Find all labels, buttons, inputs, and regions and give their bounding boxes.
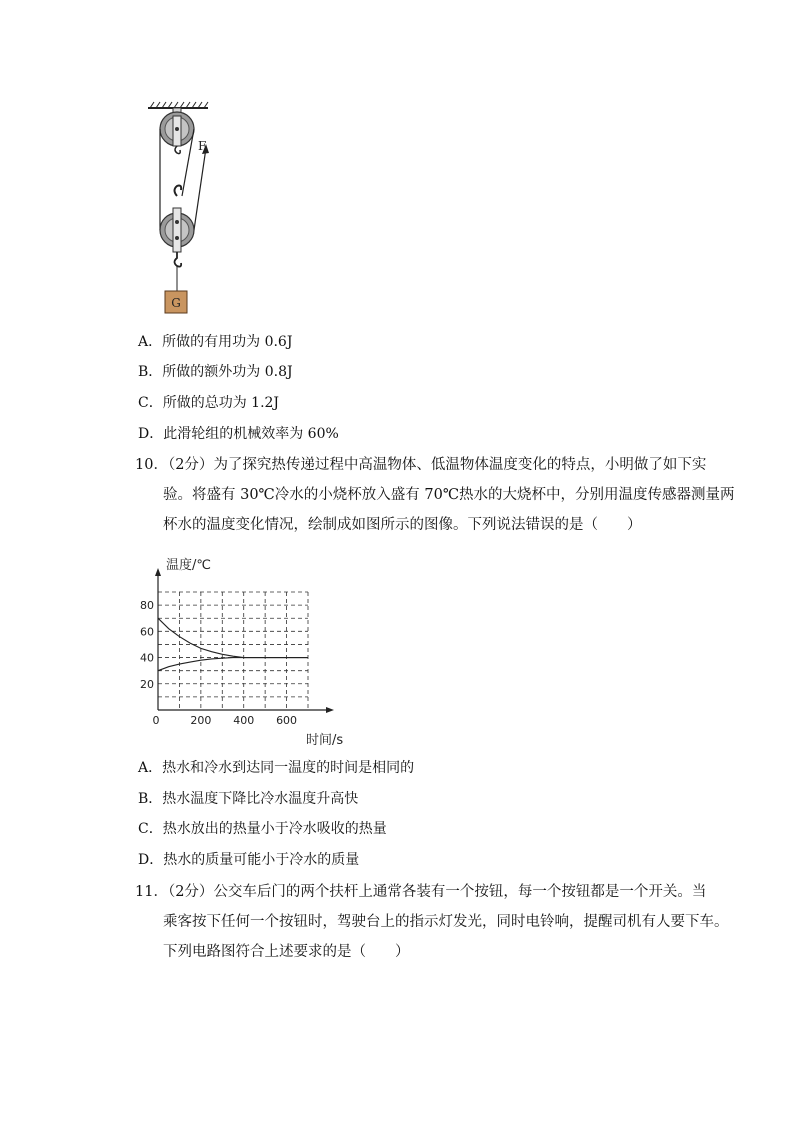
q10-option-b — [138, 789, 358, 809]
q9-option-d — [138, 424, 339, 444]
question-11-line-1 — [135, 877, 707, 907]
question-number: 11． — [135, 884, 168, 900]
pulley-system-diagram — [140, 96, 240, 318]
y-tick-label: 60 — [140, 625, 154, 639]
option-text: 所做的有用功为 0.6J — [162, 334, 293, 350]
x-axis-label: 时间/s — [306, 733, 344, 747]
x-axis-arrow — [326, 707, 334, 713]
y-tick-label: 40 — [140, 651, 154, 665]
option-text: 热水放出的热量小于冷水吸收的热量 — [162, 821, 387, 837]
option-letter: B． — [138, 791, 163, 807]
x-tick-label: 200 — [190, 714, 212, 727]
origin-label: 0 — [152, 714, 160, 727]
y-axis-arrow — [155, 568, 161, 576]
series-line-1 — [158, 618, 308, 657]
y-tick-label: 80 — [140, 599, 154, 613]
option-text: 热水和冷水到达同一温度的时间是相同的 — [162, 760, 415, 776]
option-text: 此滑轮组的机械效率为 60% — [163, 426, 339, 442]
option-letter: A． — [138, 334, 163, 350]
question-10-line-2: 验。将盛有 30℃冷水的小烧杯放入盛有 70℃热水的大烧杯中，分别用温度传感器测量两 — [163, 487, 735, 503]
q9-option-a — [138, 332, 292, 352]
question-11-line-2: 乘客按下任何一个按钮时，驾驶台上的指示灯发光，同时电铃响，提醒司机有人要下车。 — [163, 914, 729, 930]
question-10-line-1 — [135, 450, 707, 480]
series-line-2 — [158, 658, 308, 671]
option-letter: D． — [138, 852, 164, 868]
q10-option-c — [138, 819, 387, 839]
question-10 — [135, 450, 735, 540]
option-letter: C． — [138, 395, 163, 411]
question-number: 10． — [135, 457, 168, 473]
option-letter: B． — [138, 364, 163, 380]
question-11-line-3: 下列电路图符合上述要求的是（ ） — [163, 944, 410, 960]
y-tick-label: 20 — [140, 677, 154, 691]
question-text: 公交车后门的两个扶杆上通常各装有一个按钮，每一个按钮都是一个开关。当 — [213, 884, 707, 900]
question-10-line-3: 杯水的温度变化情况，绘制成如图所示的图像。下列说法错误的是（ ） — [163, 517, 642, 533]
option-letter: A． — [138, 760, 163, 776]
q10-option-a — [138, 758, 414, 778]
option-text: 热水温度下降比冷水温度升高快 — [162, 791, 359, 807]
temperature-time-chart — [138, 552, 353, 747]
q10-option-d — [138, 850, 359, 870]
weight-label: G — [171, 296, 181, 310]
x-tick-label: 600 — [276, 714, 298, 727]
question-text: 为了探究热传递过程中高温物体、低温物体温度变化的特点，小明做了如下实 — [213, 457, 707, 473]
force-label: F — [198, 139, 207, 153]
x-tick-label: 400 — [233, 714, 255, 727]
question-11 — [135, 877, 729, 967]
option-text: 热水的质量可能小于冷水的质量 — [163, 852, 360, 868]
option-text: 所做的额外功为 0.8J — [162, 364, 293, 380]
y-axis-label: 温度/℃ — [166, 558, 211, 573]
question-score: （2分） — [167, 884, 214, 900]
q9-option-c — [138, 393, 279, 413]
option-letter: D． — [138, 426, 164, 442]
q9-option-b — [138, 362, 293, 382]
question-score: （2分） — [167, 457, 214, 473]
option-text: 所做的总功为 1.2J — [162, 395, 280, 411]
option-letter: C． — [138, 821, 163, 837]
